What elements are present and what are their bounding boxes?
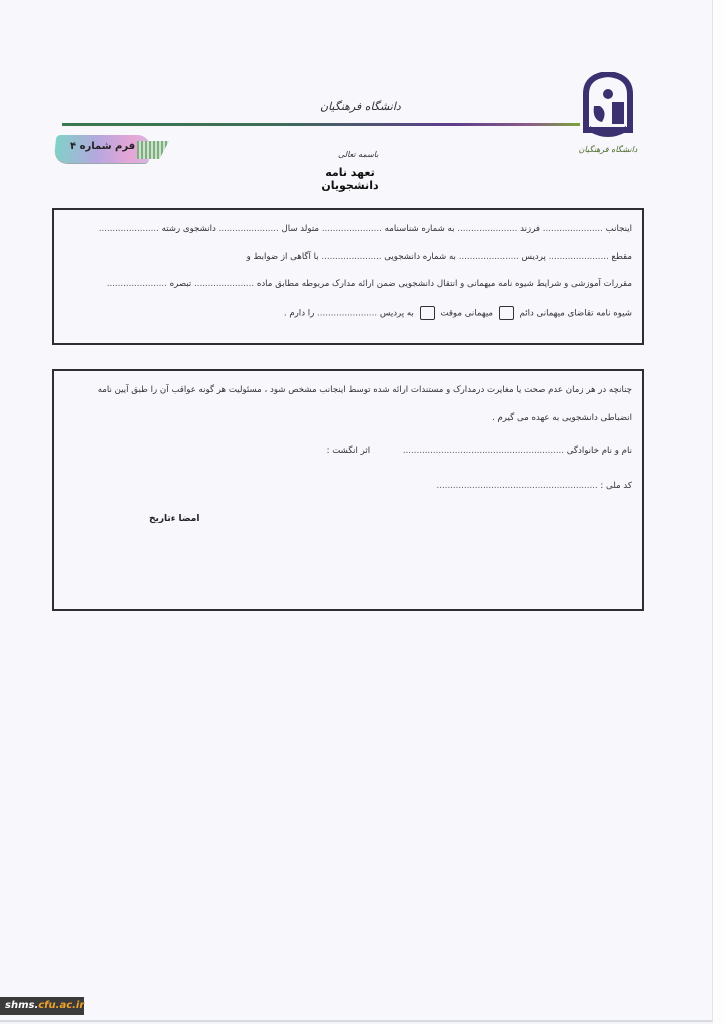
blank-field[interactable]: ...................... [98, 224, 159, 234]
blank-field[interactable]: ...................... [542, 224, 603, 234]
svg-text:دانشگاه فرهنگیان: دانشگاه فرهنگیان [578, 145, 638, 154]
page-edge [713, 0, 724, 1024]
student-info-box [52, 208, 644, 345]
blank-field[interactable]: ...................... [548, 252, 609, 262]
signature-date-label: امضا ءتاریخ [149, 514, 200, 524]
basmala: باسمه تعالی [338, 150, 379, 159]
commitment-text-2: انضباطی دانشجویی به عهده می گیرم . [492, 413, 632, 423]
document-title: تعهد نامه دانشجویان [321, 166, 379, 192]
blank-field[interactable]: ...................... [106, 279, 167, 289]
national-code-field[interactable]: ........................................................... [436, 481, 598, 491]
name-line: نام و نام خانوادگی ........................................................... اثر انگشت : [326, 446, 632, 456]
blank-field[interactable]: ...................... [458, 252, 519, 262]
info-line-2: مقطع ...................... پردیس ...................... به شماره دانشجویی ...................... با آگاهی از ضوابط و [246, 252, 632, 262]
blank-field[interactable]: ...................... [194, 279, 255, 289]
blank-field[interactable]: ...................... [218, 224, 279, 234]
fingerprint-label: اثر انگشت : [326, 446, 371, 456]
national-code-line: کد ملی : ........................................................... [436, 481, 632, 491]
blank-field[interactable]: ...................... [321, 252, 382, 262]
header-divider [62, 123, 580, 126]
name-field[interactable]: ........................................................... [402, 446, 565, 456]
permanent-guest-checkbox[interactable] [499, 306, 514, 320]
info-line-1: اینجانب ...................... فرزند ...................... به شماره شناسنامه ...................... متولد سال ...................... دانشجوی رشته ...................... [98, 224, 632, 234]
site-watermark: shms.cfu.ac.ir [0, 997, 84, 1015]
commitment-box [52, 369, 644, 611]
info-line-3: مقررات آموزشی و شرایط شیوه نامه میهمانی و انتقال دانشجویی ضمن ارائه مدارک مربوطه مطابق ماده ...................... تبصره ...................... [106, 279, 632, 289]
form-number-label: فرم شماره ۴ [70, 141, 136, 152]
university-logo-icon [578, 72, 638, 156]
temporary-guest-checkbox[interactable] [420, 306, 435, 320]
blank-field[interactable]: ...................... [457, 224, 518, 234]
commitment-text-1: چنانچه در هر زمان عدم صحت یا مغایرت درمدارک و مستندات ارائه شده توسط اینجانب مشخص شود ، مسئولیت هر گونه عواقب آن را طبق آیین نامه [97, 385, 632, 395]
info-line-4: شیوه نامه تقاضای میهمانی دائم میهمانی موقت به پردیس ...................... را دارم . [284, 306, 632, 320]
blank-field[interactable]: ...................... [317, 308, 378, 319]
blank-field[interactable]: ...................... [321, 224, 382, 234]
university-name-script: دانشگاه فرهنگیان [320, 100, 401, 113]
